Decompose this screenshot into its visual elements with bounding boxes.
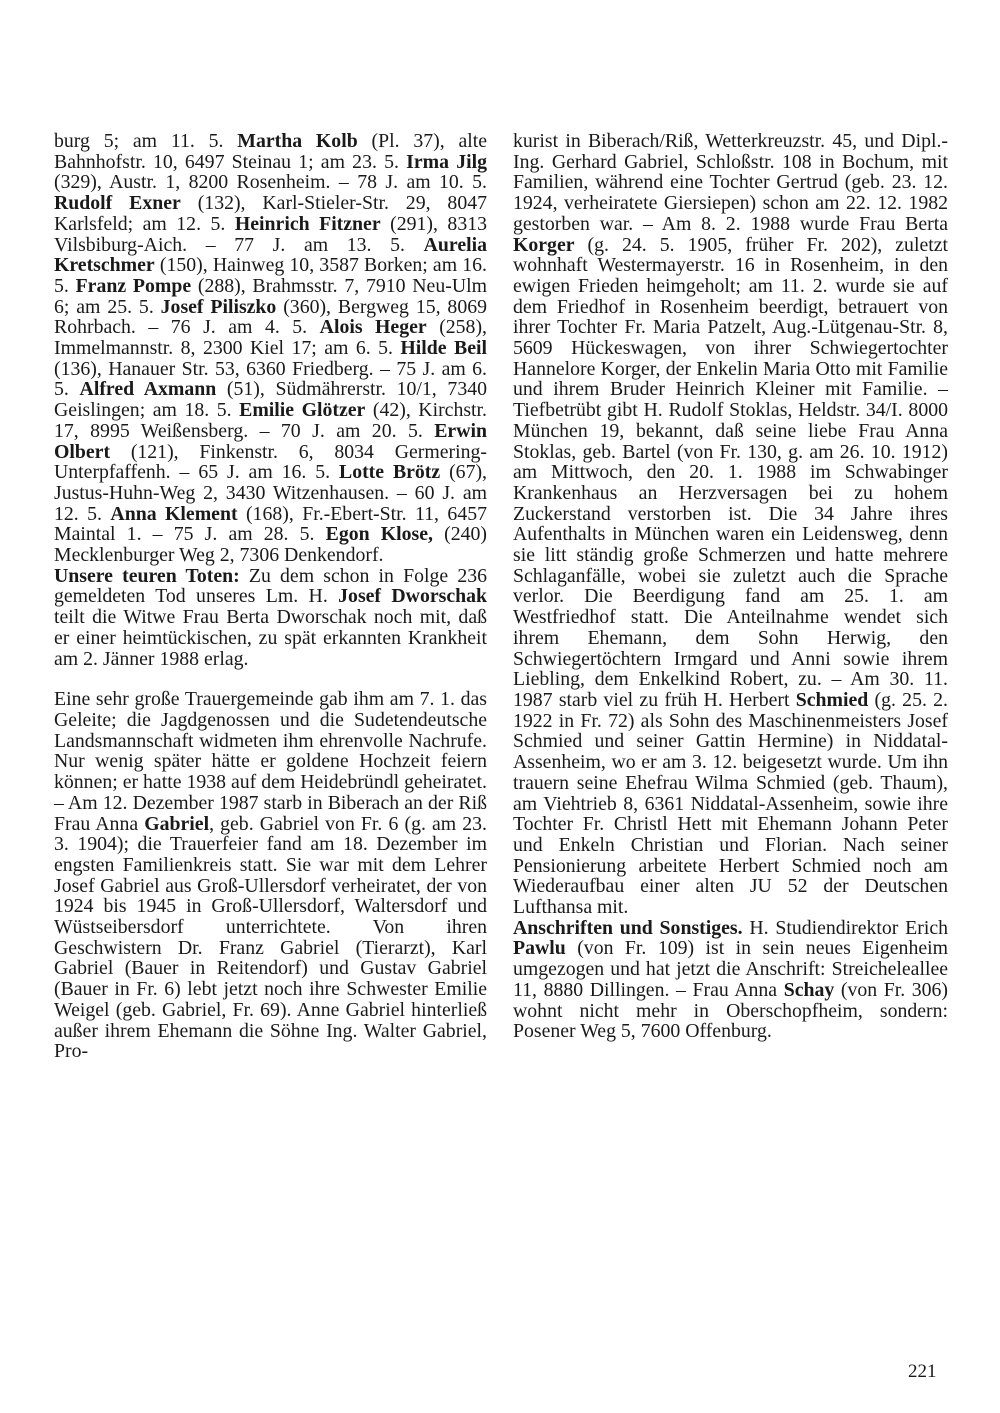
obituary-continuation-paragraph — [513, 131, 948, 918]
unsere-teuren-toten-paragraph — [54, 566, 487, 670]
bold-name-run: Unsere teuren Toten: — [54, 564, 240, 587]
bold-name-run: Korger — [513, 233, 575, 256]
obituary-list-paragraph — [54, 131, 487, 566]
bold-name-run: Franz Pompe — [75, 274, 192, 297]
bold-name-run: Josef Dworschak — [338, 585, 487, 608]
text-run: (360), Bergweg 15, 8069 Rohrbach. – 76 J. am 4. 5. — [54, 295, 487, 339]
bold-name-run: Alfred Axmann — [79, 378, 217, 401]
text-run: H. Studiendirektor Erich — [742, 916, 948, 939]
text-run: (g. 24. 5. 1905, früher Fr. 202), zuletzt wohnhaft Westermayerstr. 16 in Rosenheim, in den ewigen Frieden heimgeholt; am 11. 2. wurde sie auf dem Friedhof in Rosenheim beerdigt, betrauert von ihrer Tochter Fr. Maria Patzelt, Aug.-Lütgenau-Str. 8, 5609 Hückeswagen, von ihrer Schwiegertochter Hannelore Korger, der Enkelin Maria Otto mit Familie und ihrem Bruder Heinrich Kleiner mit Familie. – Tiefbetrübt gibt H. Rudolf Stoklas, Heldstr. 34/I. 8000 München 19, bekannt, daß seine liebe Frau Anna Stoklas, geb. Bartel (von Fr. 130, g. am 26. 10. 1912) am Mittwoch, den 20. 1. 1988 im Schwabinger Krankenhaus an Herzversagen bei zu hohem Zuckerstand verstorben ist. Die 34 Jahre ihres Aufenthalts in München waren ein Leidensweg, denn sie litt ständig große Schmerzen und hatte mehrere Schlaganfälle, wobei sie zuletzt auch die Sprache verlor. Die Beerdigung fand am 25. 1. am Westfriedhof statt. Die Anteilnahme wendet sich ihrem Ehemann, dem Sohn Herwig, den Schwiegertöchtern Irmgard und Anni sowie ihrem Liebling, dem Enkelkind Robert, zu. – Am 30. 11. 1987 starb viel zu früh H. Herbert — [513, 233, 948, 711]
bold-name-run: Lotte Brötz — [339, 461, 441, 484]
text-run: (168), Fr.-Ebert-Str. 11, 6457 Maintal 1. – 75 J. am 28. 5. — [54, 502, 487, 546]
text-run: Zu dem schon in Folge 236 gemeldeten Tod unseres Lm. H. — [54, 564, 487, 608]
text-run: (288), Brahmsstr. 7, 7910 Neu-Ulm 6; am 25. 5. — [54, 274, 487, 318]
text-run: (132), Karl-Stieler-Str. 29, 8047 Karlsfeld; am 12. 5. — [54, 192, 487, 235]
bold-name-run: Emilie Glötzer — [239, 399, 366, 422]
text-run: burg 5; am 11. 5. — [54, 130, 238, 152]
right-column — [513, 131, 948, 1042]
text-run: (150), Hainweg 10, 3587 Borken; am 16. 5. — [54, 254, 487, 297]
bold-name-run: Anna Klement — [110, 502, 238, 525]
bold-name-run: Pawlu — [513, 937, 566, 960]
text-run: (291), 8313 Vilsbiburg-Aich. – 77 J. am 13. 5. — [54, 212, 487, 256]
text-run: (g. 25. 2. 1922 in Fr. 72) als Sohn des Maschinenmeisters Josef Schmied und seiner Gattin Hermine) in Niddatal-Assenheim, wo er am 3. 12. beigesetzt wurde. Um ihn trauern seine Ehefrau Wilma Schmied (geb. Thaum), am Viehtrieb 8, 6361 Niddatal-Assenheim, sowie ihre Tochter Fr. Christl Hett mit Ehemann Johann Peter und Enkeln Christian und Florian. Nach seiner Pensionierung arbeitete Herbert Schmied noch am Wiederaufbau einer alten JU 52 der Deutschen Lufthansa mit. — [513, 688, 948, 919]
bold-name-run: Heinrich Fitzner — [234, 212, 381, 235]
bold-name-run: Josef Piliszko — [160, 295, 277, 318]
text-run: (von Fr. 109) ist in sein neues Eigenheim umgezogen und hat jetzt die Anschrift: Streicheleallee 11, 8880 Dillingen. – Frau Anna — [513, 937, 948, 1001]
text-run: teilt die Witwe Frau Berta Dworschak noch mit, daß er einer heimtückischen, zu spät erkannten Krankheit am 2. Jänner 1988 erlag. — [54, 606, 487, 670]
text-run: (51), Südmährerstr. 10/1, 7340 Geislingen; am 18. 5. — [54, 378, 487, 422]
bold-name-run: Gabriel — [144, 812, 210, 835]
bold-name-run: Anschriften und Sonstiges. — [513, 916, 743, 939]
bold-name-run: Aurelia Kretschmer — [54, 233, 487, 277]
text-run: (42), Kirchstr. 17, 8995 Weißensberg. – 70 J. am 20. 5. — [54, 399, 487, 442]
text-run: (121), Finkenstr. 6, 8034 Germering-Unterpfaffenh. – 65 J. am 16. 5. — [54, 440, 487, 484]
text-run: (von Fr. 306) wohnt nicht mehr in Oberschopfheim, sondern: Posener Weg 5, 7600 Offenburg. — [513, 978, 949, 1043]
bold-name-run: Irma Jilg — [406, 150, 487, 173]
bold-name-run: Alois Heger — [319, 316, 427, 339]
bold-name-run: Schmied — [795, 688, 869, 711]
text-run: Eine sehr große Trauergemeinde gab ihm am 7. 1. das Geleite; die Jagdgenossen und die Sudetendeutsche Landsmannschaft widmeten ihm ehrenvolle Nachrufe. Nur wenig später hätte er goldene Hochzeit feiern können; er hatte 1938 auf dem Heidebründl geheiratet. – Am 12. Dezember 1987 starb in Biberach an der Riß Frau Anna — [54, 688, 487, 835]
bold-name-run: Erwin Olbert — [54, 419, 487, 463]
text-run: (258), Immelmannstr. 8, 2300 Kiel 17; am 6. 5. — [54, 316, 487, 360]
bold-name-run: Rudolf Exner — [54, 192, 181, 215]
text-run: (329), Austr. 1, 8200 Rosenheim. – 78 J. am 10. 5. — [54, 171, 487, 194]
anschriften-paragraph — [513, 918, 948, 1042]
text-run: (Pl. 37), alte Bahnhofstr. 10, 6497 Steinau 1; am 23. 5. — [54, 130, 488, 173]
bold-name-run: Hilde Beil — [400, 337, 487, 360]
bold-name-run: Martha Kolb — [237, 130, 358, 152]
page-number: 221 — [908, 1361, 937, 1382]
text-run: (240) Mecklenburger Weg 2, 7306 Denkendorf. — [54, 523, 487, 567]
text-run: , geb. Gabriel von Fr. 6 (g. am 23. 3. 1904); die Trauerfeier fand am 18. Dezember im engsten Familienkreis statt. Sie war mit dem Lehrer Josef Gabriel aus Groß-Ullersdorf verheiratet, der von 1924 bis 1945 in Groß-Ullersdorf, Waltersdorf und Wüstseibersdorf unterrichtete. Von ihren Geschwistern Dr. Franz Gabriel (Tierarzt), Karl Gabriel (Bauer in Reitendorf) und Gustav Gabriel (Bauer in Fr. 6) lebt jetzt noch ihre Schwester Emilie Weigel (geb. Gabriel, Fr. 69). Anne Gabriel hinterließ außer ihrem Ehemann die Söhne Ing. Walter Gabriel, Pro- — [54, 812, 488, 1063]
text-run: (136), Hanauer Str. 53, 6360 Friedberg. – 75 J. am 6. 5. — [54, 357, 487, 401]
text-run: kurist in Biberach/Riß, Wetterkreuzstr. 45, und Dipl.-Ing. Gerhard Gabriel, Schloßstr. 108 in Bochum, mit Familien, während eine Tochter Gertrud (geb. 23. 12. 1924, verheiratete Giersiepen) schon am 22. 12. 1982 gestorben war. – Am 8. 2. 1988 wurde Frau Berta — [513, 130, 948, 235]
left-column — [54, 131, 487, 1062]
text-run: (67), Justus-Huhn-Weg 2, 3430 Witzenhausen. – 60 J. am 12. 5. — [54, 461, 487, 525]
bold-name-run: Egon Klose, — [325, 523, 433, 546]
bold-name-run: Schay — [783, 978, 835, 1001]
trauergemeinde-paragraph — [54, 689, 487, 1062]
